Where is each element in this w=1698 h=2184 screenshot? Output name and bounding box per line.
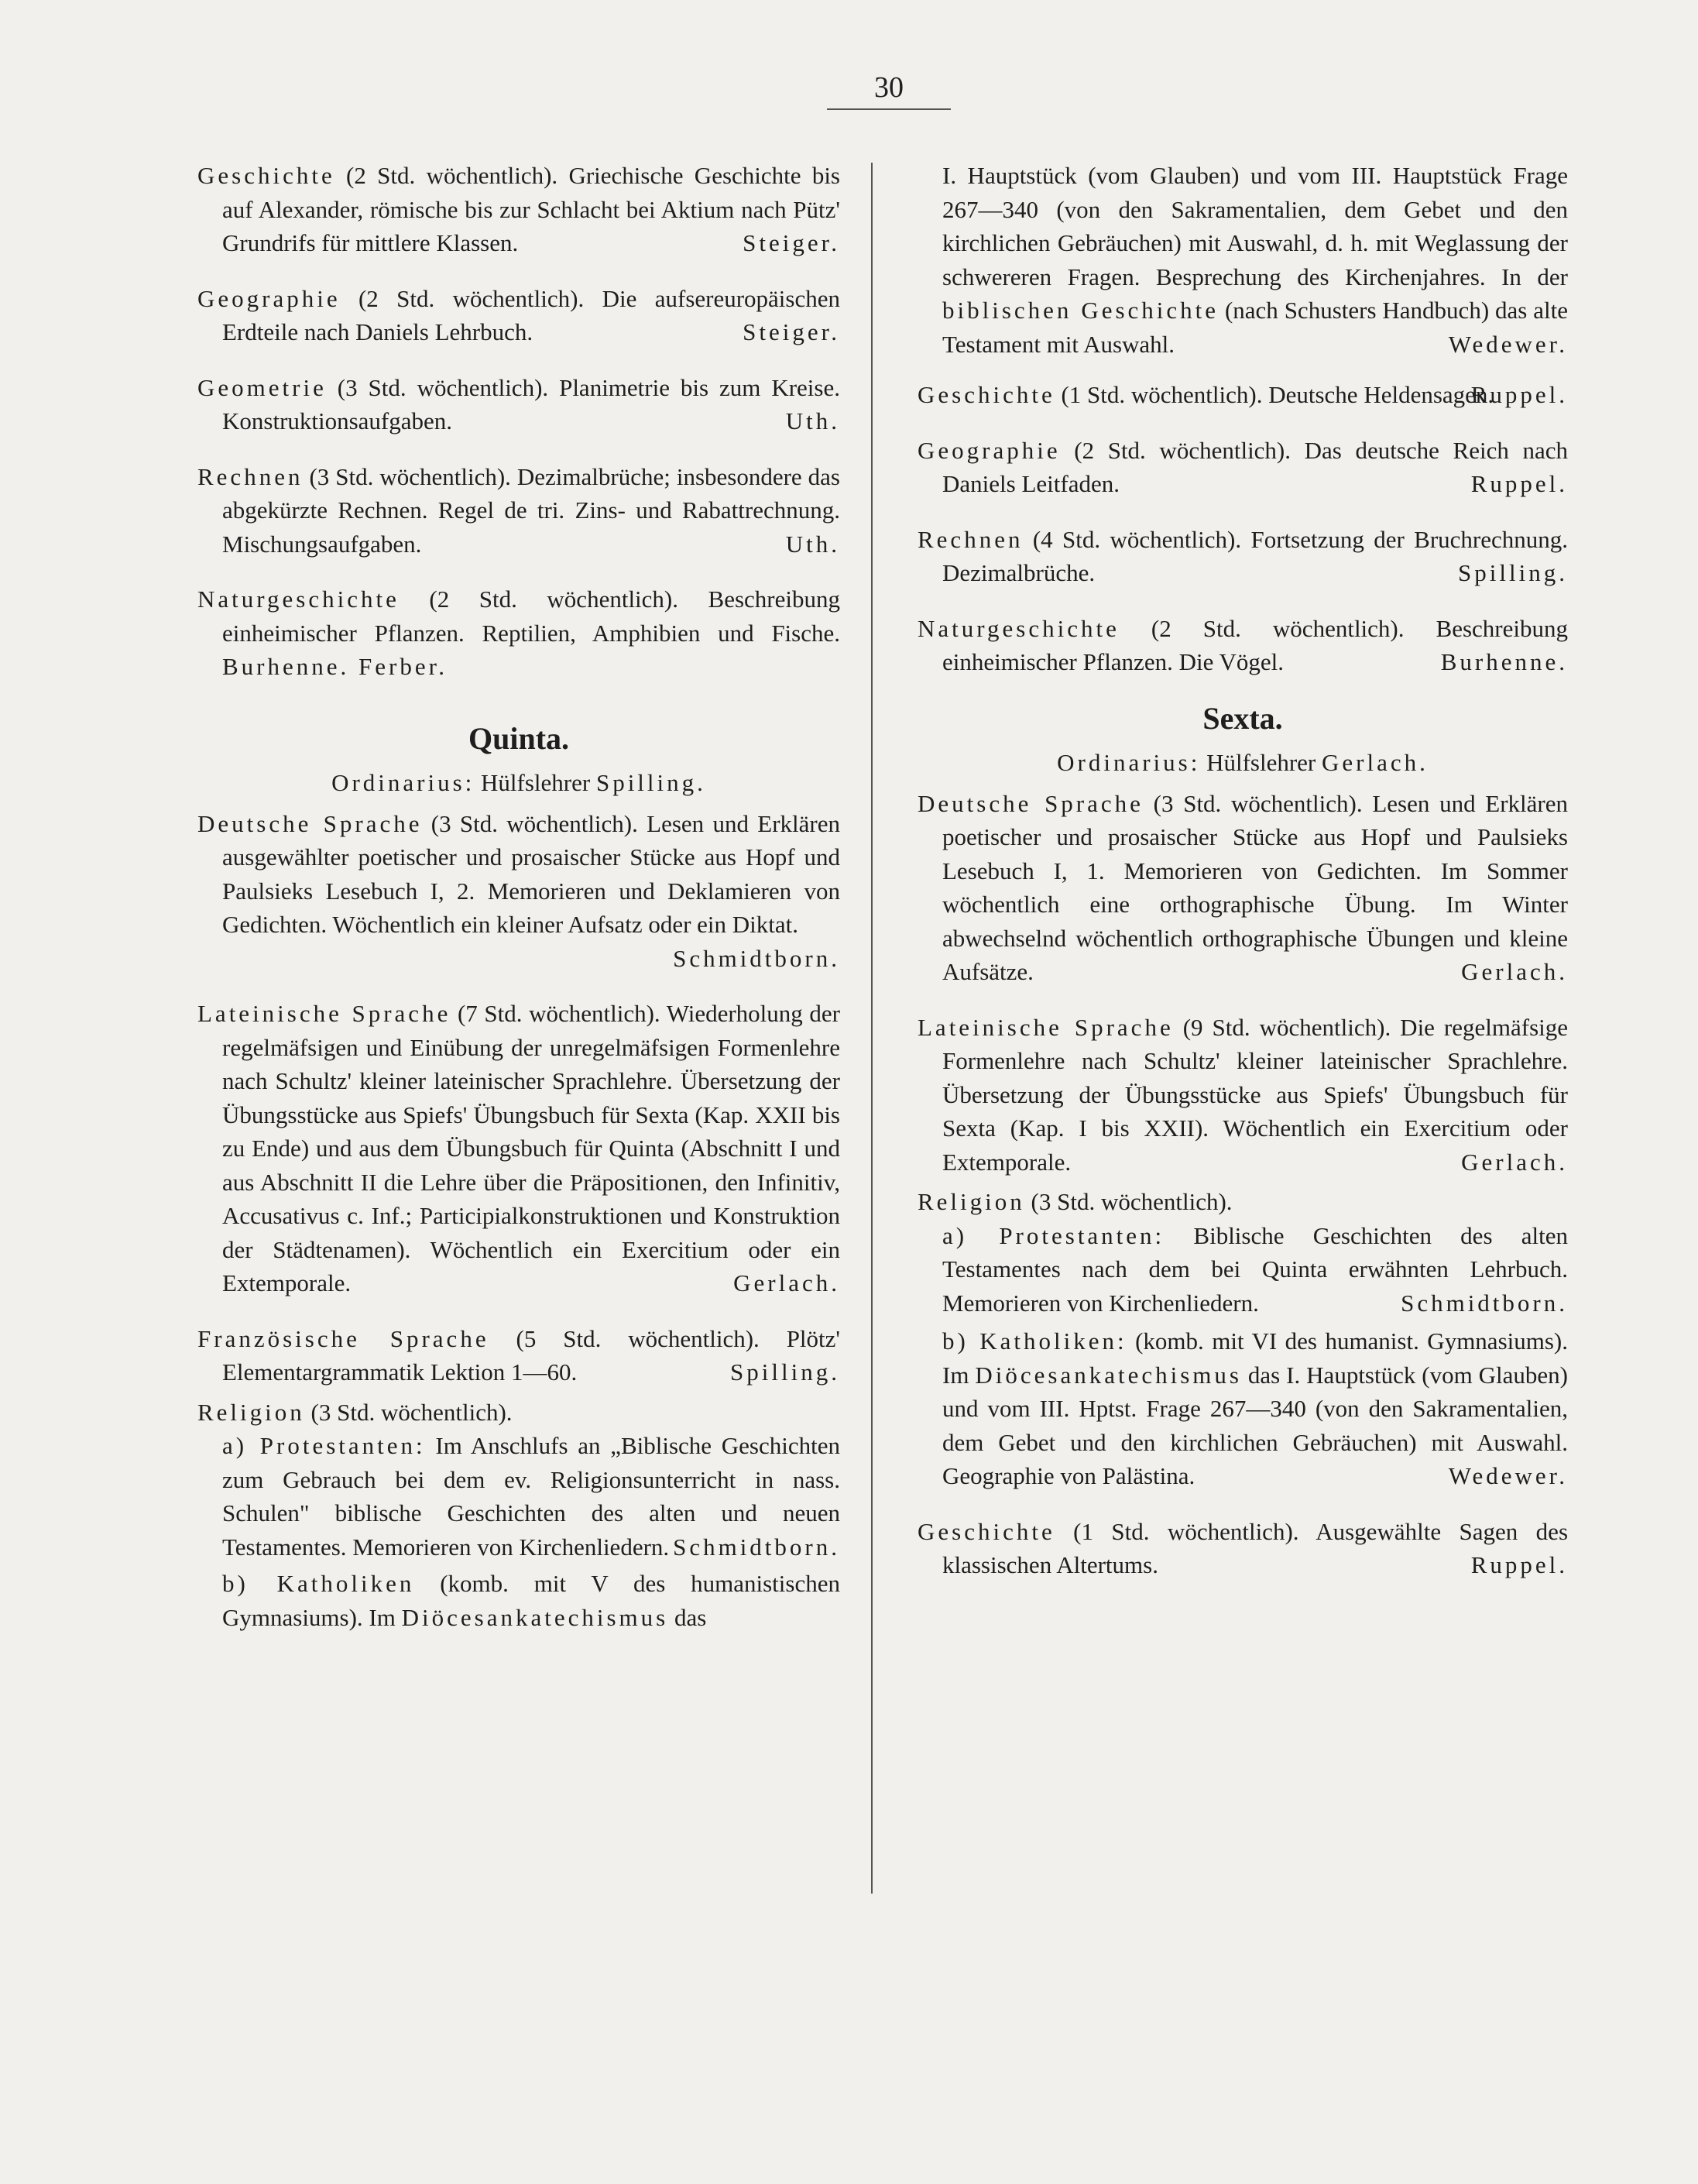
entry-text: Biblische Geschichten des alten Testamentes nach dem bei Quinta erwähnten Lehrbuch. Memorieren von Kirchenliedern.: [942, 1221, 1568, 1317]
entry-text: (7 Std. wöchentlich). Wiederholung der regelmäfsigen und Einübung der unregelmäfsigen Formenlehre nach Schultz' kleiner lateinischer Sprachlehre. Übersetzung der Übungsstücke aus Spiefs' Übungsbuch für Sexta (Kap. XXII bis zu Ende) und aus dem Übungsbuch für Quinta (Abschnitt I und aus Abschnitt II die Lehre über die Präpositionen, den Infinitiv, Accusativus c. Inf.; Participialkonstruktionen und Konstruktion der Städtenamen). Wöchentlich ein Exercitium oder ein Extemporale.: [222, 1000, 840, 1296]
teacher-name: Steiger.: [743, 229, 840, 256]
subject-label: Religion: [918, 1188, 1025, 1215]
subject-label: Rechnen: [197, 462, 304, 490]
ordinarius-name: Spilling.: [595, 768, 706, 796]
entry-geographie-v: [918, 434, 1568, 501]
entry-text: (2 Std. wöchentlich). Griechische Geschichte bis auf Alexander, römische bis zur Schlacht bei Aktium nach Pütz' Grundrifs für mittlere Klassen.: [222, 162, 840, 256]
teacher-name: Schmidtborn.: [673, 1533, 840, 1561]
spaced-term: Diöcesankatechismus: [975, 1361, 1242, 1389]
subject-label: Naturgeschichte: [197, 585, 400, 613]
subject-label: Geschichte: [197, 162, 335, 189]
entry-text: (9 Std. wöchentlich). Die regelmäfsige Formenlehre nach Schultz' kleiner lateinischer Sprachlehre. Übersetzung der Übungsstücke aus Spiefs' Übungsbuch für Sexta (Kap. I bis XXII). Wöchentlich ein Exercitium oder Extemporale.: [942, 1013, 1569, 1176]
entry-text: (3 Std. wöchentlich).: [1031, 1188, 1233, 1215]
entry-text: (3 Std. wöchentlich). Dezimalbrüche; insbesondere das abgekürzte Rechnen. Regel de tri. Zins- und Rabattrechnung. Mischungsaufgaben.: [222, 462, 840, 558]
entry-deutsch-v: [197, 807, 840, 976]
entry-deutsch-vi: [918, 787, 1568, 989]
ordinarius-name: Gerlach.: [1322, 748, 1429, 776]
entry-text: (2 Std. wöchentlich). Beschreibung einheimischer Pflanzen. Reptilien, Amphibien und Fische.: [222, 585, 840, 647]
subject-label: Geographie: [918, 436, 1061, 464]
subject-label: Naturgeschichte: [918, 614, 1120, 642]
entry-rechnen-v: [918, 523, 1568, 590]
entry-text-tail: das: [674, 1603, 707, 1631]
entry-religion-v: [197, 1396, 840, 1430]
teacher-name: Spilling.: [730, 1358, 840, 1386]
subentry-label: b) Katholiken:: [942, 1327, 1127, 1355]
entry-text: (3 Std. wöchentlich).: [310, 1398, 513, 1426]
right-column: [918, 159, 1568, 1604]
teacher-name: Ruppel.: [1470, 1551, 1568, 1578]
subject-label: Geschichte: [918, 1517, 1055, 1545]
teacher-name: Gerlach.: [1461, 1148, 1568, 1176]
entry-text: (2 Std. wöchentlich). Das deutsche Reich nach Daniels Leitfaden.: [942, 436, 1569, 497]
teacher-name: Steiger.: [743, 318, 840, 345]
entry-religion-vi: [918, 1185, 1568, 1219]
entry-naturgeschichte-iv: [197, 582, 840, 684]
subentry-label: a) Protestanten:: [222, 1432, 426, 1459]
teacher-name: Wedewer.: [1448, 330, 1568, 358]
entry-text: (5 Std. wöchentlich). Plötz' Elementargrammatik Lektion 1—60.: [222, 1324, 841, 1386]
entry-religion-vi-a: [918, 1219, 1568, 1320]
entry-geschichte-v: [918, 378, 1568, 412]
teacher-name: Uth.: [785, 407, 840, 434]
entry-text: (komb. mit VI des humanist. Gymnasiums). Im: [942, 1327, 1568, 1389]
subject-label: Geographie: [197, 284, 341, 312]
subentry-label: a) Protestanten:: [942, 1221, 1165, 1249]
entry-text: (2 Std. wöchentlich). Beschreibung einheimischer Pflanzen. Die Vögel.: [942, 614, 1568, 675]
entry-geschichte-vi: [918, 1515, 1568, 1582]
subject-label: Geschichte: [918, 381, 1055, 408]
entry-text: Im Anschlufs an „Biblische Geschichten zum Gebrauch bei dem ev. Religionsunterricht in nass. Schulen" biblische Geschichten des alten und neuen Testamentes. Memorieren von Kirchenliedern.: [222, 1432, 840, 1561]
subject-label: Lateinische Sprache: [918, 1013, 1174, 1041]
entry-geographie-iv: [197, 282, 840, 349]
entry-text: (1 Std. wöchentlich). Ausgewählte Sagen des klassischen Altertums.: [942, 1517, 1569, 1578]
ordinarius-label: Ordinarius:: [1057, 748, 1201, 776]
column-divider: [871, 163, 873, 1894]
entry-religion-v-b-continued: [918, 159, 1568, 361]
entry-text: (1 Std. wöchentlich). Deutsche Heldensagen.: [1061, 381, 1494, 408]
teacher-name: Burhenne. Ferber.: [222, 653, 448, 680]
entry-text: (4 Std. wöchentlich). Fortsetzung der Bruchrechnung. Dezimalbrüche.: [942, 525, 1569, 586]
spaced-term: Diöcesankatechismus: [401, 1603, 669, 1631]
subject-label: Deutsche Sprache: [918, 789, 1144, 817]
teacher-name: Schmidtborn.: [1401, 1289, 1568, 1317]
entry-latein-vi: [918, 1011, 1568, 1180]
ordinarius-sexta: [918, 746, 1568, 779]
entry-religion-v-b: [197, 1567, 840, 1634]
teacher-name: Gerlach.: [733, 1269, 840, 1296]
entry-text: das I. Hauptstück (vom Glauben) und vom III. Hptst. Frage 267—340 (von den Sakramentalien, dem Gebet und den kirchlichen Gebräuchen) mit Auswahl. Geographie von Palästina.: [942, 1361, 1569, 1489]
entry-latein-v: [197, 997, 840, 1300]
teacher-name: Uth.: [785, 530, 840, 558]
entry-geschichte-iv: [197, 159, 840, 260]
subject-label: Französische Sprache: [197, 1324, 489, 1352]
subject-label: Lateinische Sprache: [197, 1000, 451, 1027]
teacher-name: Ruppel.: [1470, 470, 1568, 497]
section-heading-sexta: Sexta.: [1202, 700, 1283, 736]
ordinarius-role: Hülfslehrer: [1206, 748, 1316, 776]
page-number: 30: [827, 71, 951, 110]
ordinarius-role: Hülfslehrer: [481, 768, 591, 796]
entry-franz-v: [197, 1322, 840, 1389]
entry-rechnen-iv: [197, 460, 840, 561]
entry-text: (2 Std. wöchentlich). Die aufsereuropäischen Erdteile nach Daniels Lehrbuch.: [222, 284, 841, 345]
subject-label: Geometrie: [197, 373, 327, 401]
entry-geometrie-iv: [197, 371, 840, 438]
ordinarius-label: Ordinarius:: [331, 768, 475, 796]
entry-naturgeschichte-v: [918, 612, 1568, 679]
section-heading-quinta: Quinta.: [468, 720, 570, 756]
entry-text: I. Hauptstück (vom Glauben) und vom III. Hauptstück Frage 267—340 (von den Sakramentalien, dem Gebet und den kirchlichen Gebräuchen) mit Auswahl, d. h. mit Weglassung der schwereren Fragen. Besprechung des Kirchenjahres. In der: [942, 162, 1568, 290]
entry-religion-v-a: [197, 1429, 840, 1564]
teacher-name: Schmidtborn.: [673, 944, 840, 972]
teacher-name: Wedewer.: [1448, 1462, 1568, 1489]
entry-text: (3 Std. wöchentlich). Planimetrie bis zum Kreise. Konstruktionsaufgaben.: [222, 373, 840, 434]
subentry-label: b) Katholiken: [222, 1570, 415, 1597]
entry-text: (nach Schusters Handbuch) das alte Testament mit Auswahl.: [942, 297, 1569, 358]
teacher-name: Gerlach.: [1461, 958, 1568, 985]
ordinarius-quinta: [197, 766, 840, 799]
entry-text: (3 Std. wöchentlich). Lesen und Erklären ausgewählter poetischer und prosaischer Stücke aus Hopf und Paulsieks Lesebuch I, 2. Memorieren und Deklamieren von Gedichten. Wöchentlich ein kleiner Aufsatz oder ein Diktat.: [222, 809, 840, 938]
entry-religion-vi-b: [918, 1324, 1568, 1493]
subject-label: Religion: [197, 1398, 305, 1426]
subject-label: Deutsche Sprache: [197, 809, 423, 837]
subject-label: Rechnen: [918, 525, 1024, 553]
entry-text: (komb. mit V des humanistischen Gymnasiums). Im: [222, 1570, 840, 1631]
teacher-name: Burhenne.: [1440, 648, 1568, 675]
left-column: [197, 159, 840, 1634]
spaced-term: biblischen Geschichte: [942, 297, 1219, 324]
teacher-name: Ruppel.: [1470, 381, 1568, 408]
teacher-name: Spilling.: [1458, 559, 1568, 586]
entry-text: (3 Std. wöchentlich). Lesen und Erklären poetischer und prosaischer Stücke aus Hopf und Paulsieks Lesebuch I, 1. Memorieren von Gedichten. Im Sommer wöchentlich eine orthographische Übung. Im Winter abwechselnd wöchentlich orthographische Übungen und kleine Aufsätze.: [942, 789, 1569, 985]
